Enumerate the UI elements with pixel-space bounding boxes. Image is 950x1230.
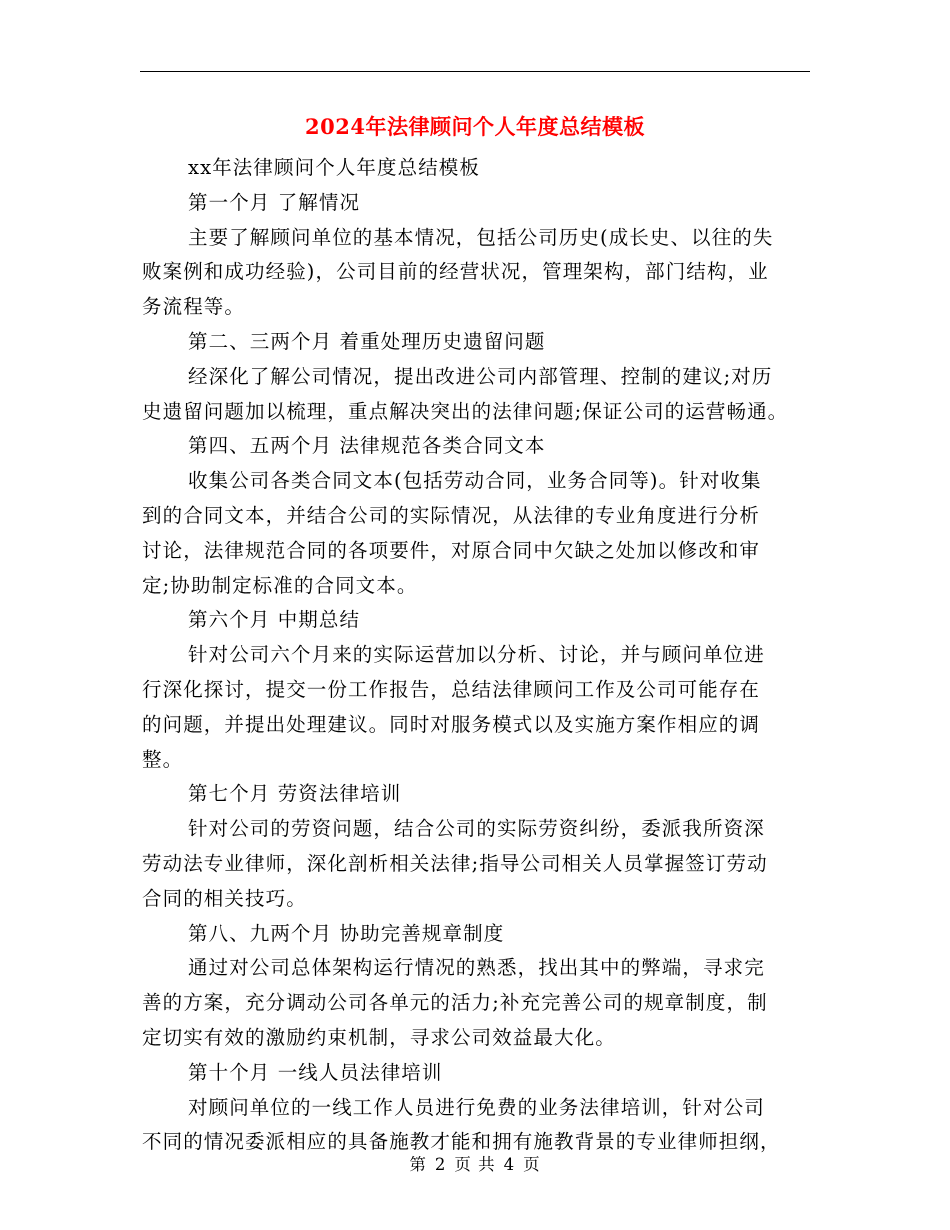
text-line: 务流程等。 — [142, 295, 246, 319]
text-line: 行深化探讨，提交一份工作报告，总结法律顾问工作及公司可能存在 — [142, 677, 761, 701]
text-line: 合同的相关技巧。 — [142, 886, 307, 910]
text-line: 劳动法专业律师，深化剖析相关法律;指导公司相关人员掌握签订劳动 — [142, 851, 768, 875]
text-line: 定;协助制定标准的合同文本。 — [142, 573, 418, 597]
header-rule — [140, 71, 810, 72]
text-line: 第一个月 了解情况 — [188, 190, 361, 214]
text-line: 史遗留问题加以梳理，重点解决突出的法律问题;保证公司的运营畅通。 — [142, 399, 789, 423]
text-line: 定切实有效的激励约束机制，寻求公司效益最大化。 — [142, 1025, 616, 1049]
text-line: 讨论，法律规范合同的各项要件，对原合同中欠缺之处加以修改和审 — [142, 538, 761, 562]
text-line: 不同的情况委派相应的具备施教才能和拥有施教背景的专业律师担纲， — [142, 1130, 781, 1154]
footer-suffix: 页 — [523, 1155, 541, 1174]
text-line: 败案例和成功经验)，公司目前的经营状况，管理架构，部门结构，业 — [142, 260, 769, 284]
text-line: xx年法律顾问个人年度总结模板 — [188, 156, 480, 179]
text-line: 第八、九两个月 协助完善规章制度 — [188, 921, 505, 945]
text-line: 的问题，并提出处理建议。同时对服务模式以及实施方案作相应的调 — [142, 712, 761, 736]
text-line: 第七个月 劳资法律培训 — [188, 782, 402, 806]
footer-middle: 页 共 — [454, 1155, 496, 1174]
text-line: 第十个月 一线人员法律培训 — [188, 1060, 443, 1084]
text-line: 整。 — [142, 747, 184, 771]
text-line: 经深化了解公司情况，提出改进公司内部管理、控制的建议;对历 — [188, 364, 773, 388]
text-line: 主要了解顾问单位的基本情况，包括公司历史(成长史、以往的失 — [188, 225, 774, 249]
text-line: 到的合同文本，并结合公司的实际情况，从法律的专业角度进行分析 — [142, 503, 761, 527]
text-line: 收集公司各类合同文本(包括劳动合同，业务合同等)。针对收集 — [188, 469, 762, 493]
document-title: 2024年法律顾问个人年度总结模板 — [305, 114, 645, 139]
page-footer — [0, 1153, 950, 1177]
text-line: 第四、五两个月 法律规范各类合同文本 — [188, 434, 546, 458]
text-line: 第六个月 中期总结 — [188, 608, 361, 632]
text-line: 善的方案，充分调动公司各单元的活力;补充完善公司的规章制度，制 — [142, 991, 768, 1015]
text-line: 第二、三两个月 着重处理历史遗留问题 — [188, 329, 546, 353]
text-line: 针对公司六个月来的实际运营加以分析、讨论，并与顾问单位进 — [188, 643, 765, 667]
text-line: 通过对公司总体架构运行情况的熟悉，找出其中的弊端，寻求完 — [188, 956, 765, 980]
text-line: 针对公司的劳资问题，结合公司的实际劳资纠纷，委派我所资深 — [188, 817, 765, 841]
current-page-number: 2 — [434, 1155, 447, 1174]
footer-prefix: 第 — [409, 1155, 427, 1174]
total-page-count: 4 — [503, 1155, 516, 1174]
text-line: 对顾问单位的一线工作人员进行免费的业务法律培训，针对公司 — [188, 1095, 765, 1119]
document-body — [142, 151, 814, 1160]
